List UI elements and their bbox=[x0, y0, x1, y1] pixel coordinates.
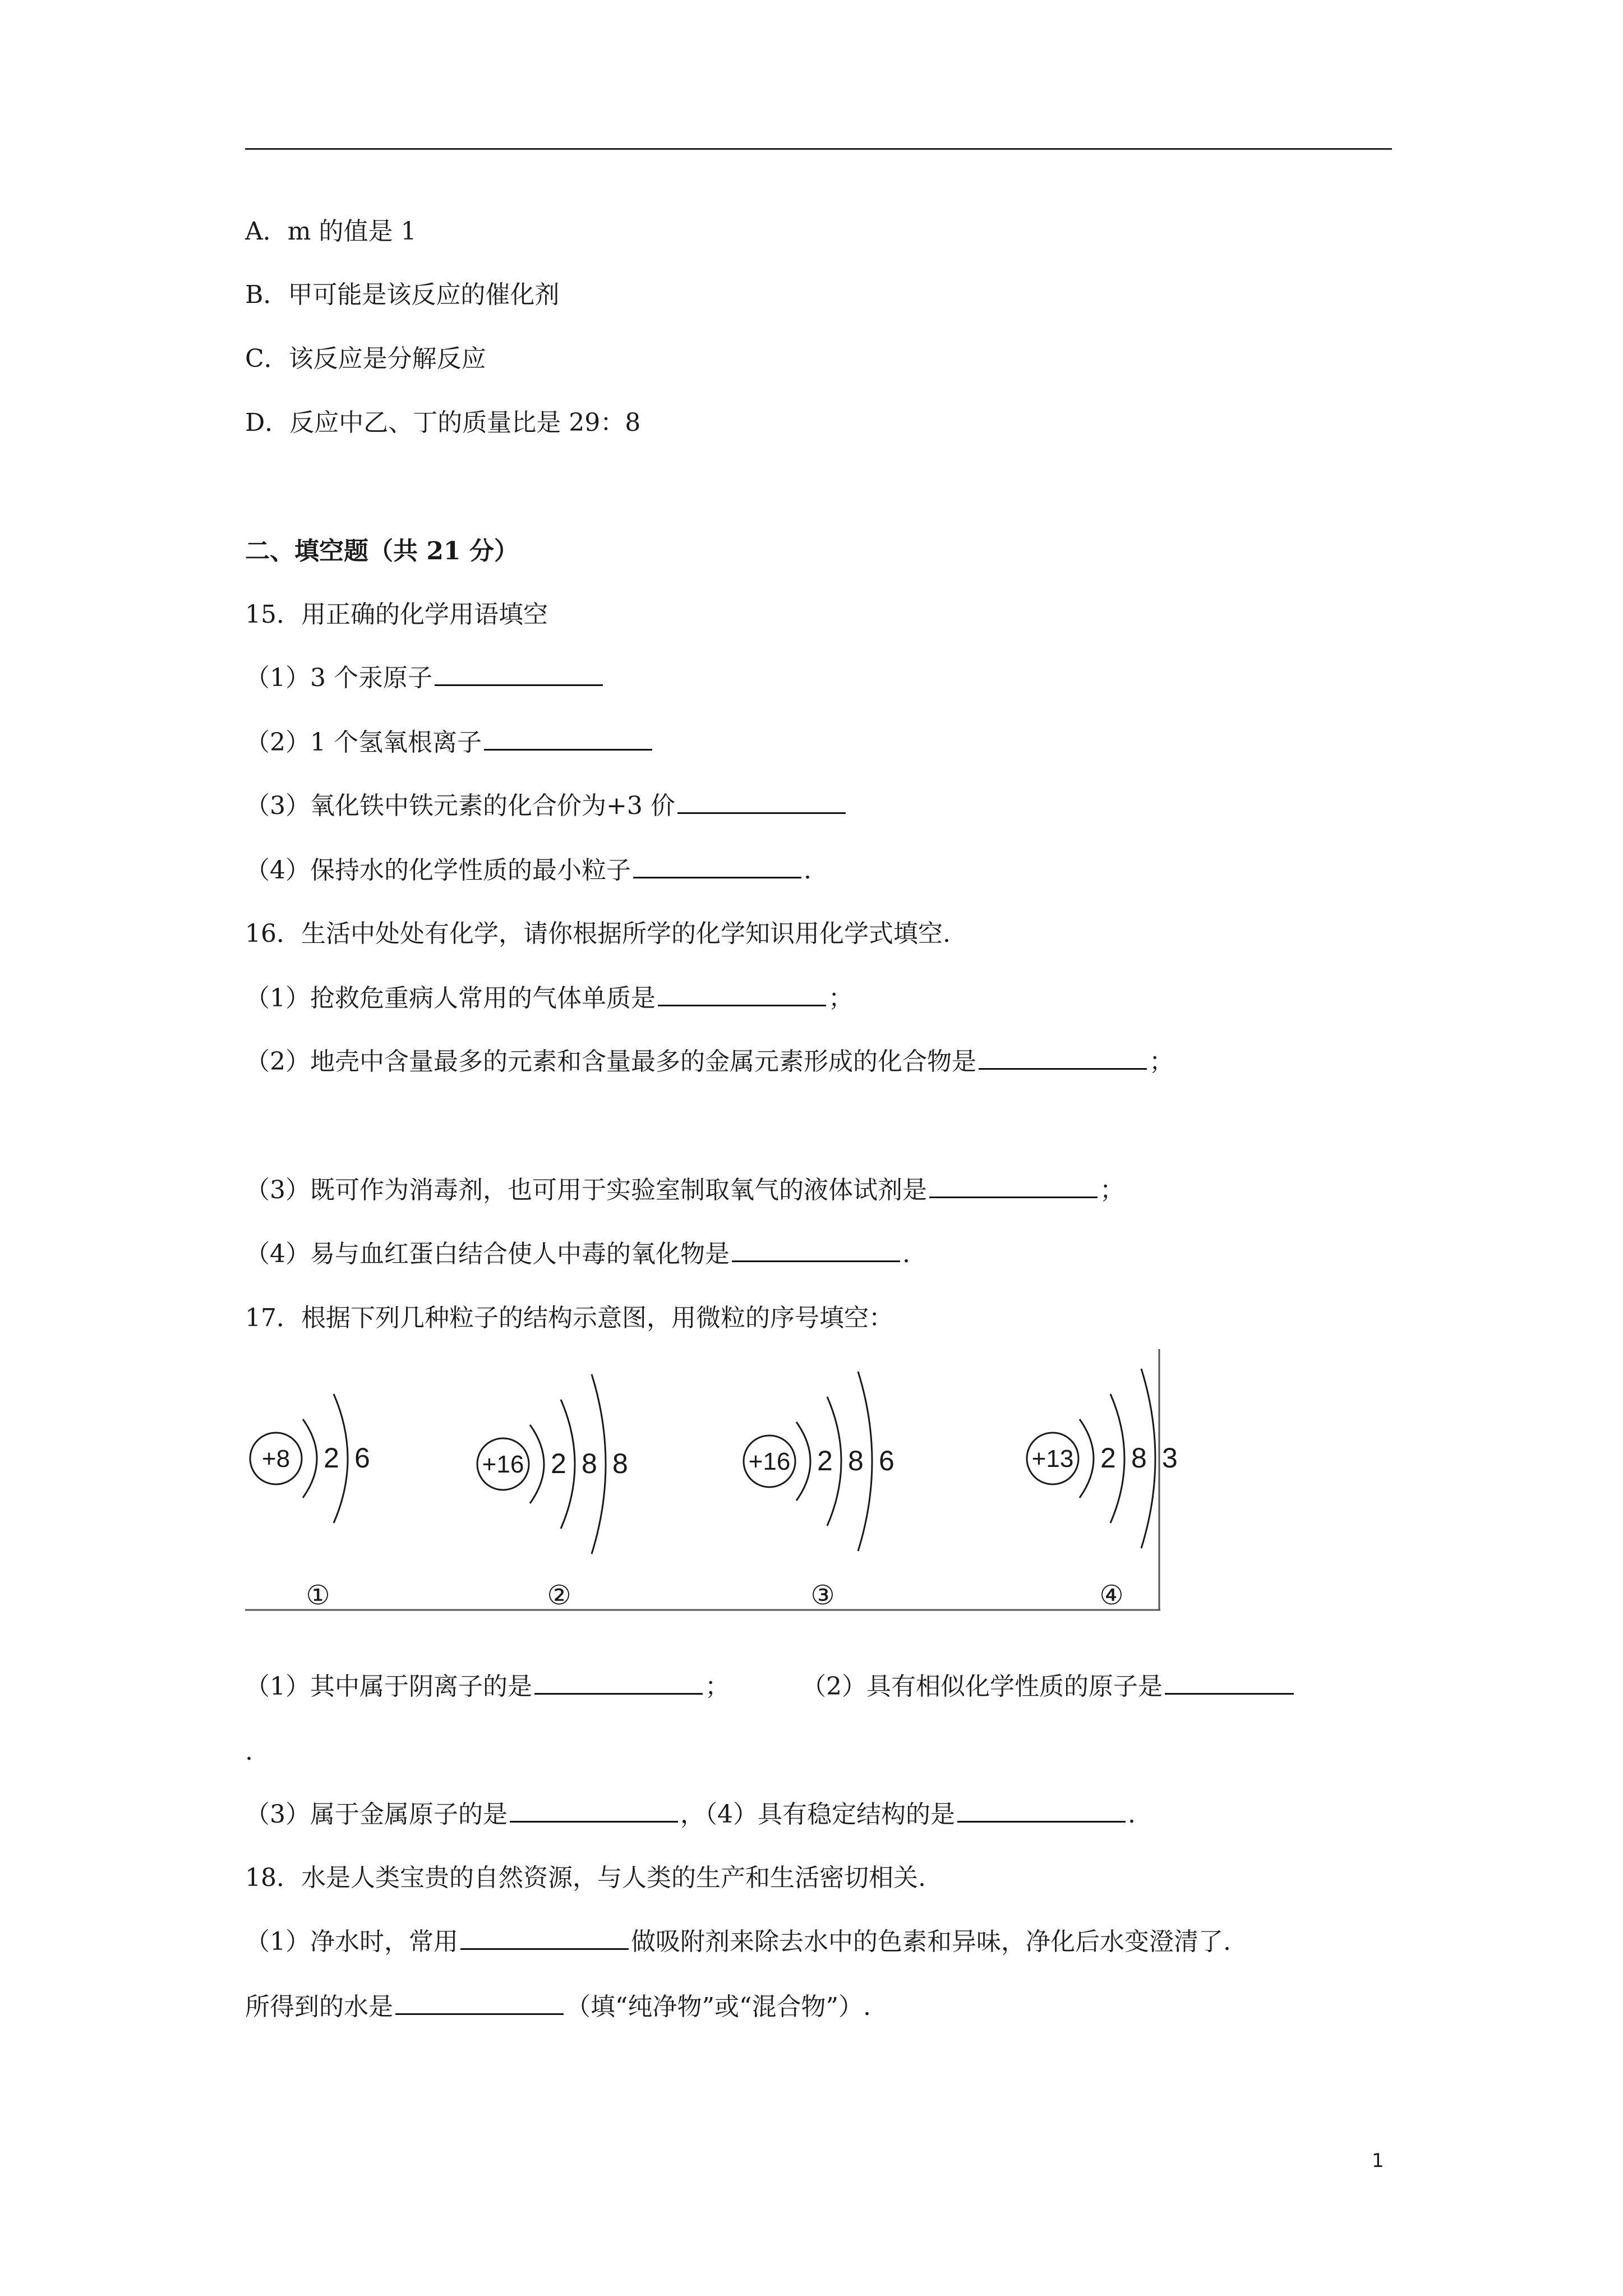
particle-structure-diagram bbox=[245, 1349, 1178, 1613]
q16-part1-text: （1）抢救危重病人常用的气体单质是 bbox=[245, 984, 656, 1013]
shell-electron-count: 8 bbox=[1131, 1442, 1147, 1474]
electron-shell-arc bbox=[303, 1419, 317, 1498]
q17-part4-end: . bbox=[1128, 1800, 1136, 1829]
q16-part4 bbox=[245, 1237, 910, 1271]
shell-electron-count: 6 bbox=[879, 1445, 895, 1476]
particle-label: ③ bbox=[810, 1581, 835, 1611]
shell-electron-count: 6 bbox=[354, 1442, 370, 1474]
nucleus-charge: +16 bbox=[748, 1448, 791, 1475]
q16-part1 bbox=[245, 982, 853, 1015]
particle-4 bbox=[1027, 1369, 1178, 1611]
q17-part1 bbox=[245, 1670, 1296, 1704]
answer-blank[interactable] bbox=[957, 1798, 1126, 1823]
particle-label: ① bbox=[306, 1581, 330, 1611]
particle-2 bbox=[477, 1374, 628, 1611]
answer-blank[interactable] bbox=[658, 982, 826, 1006]
q17-part1-text: （1）其中属于阴离子的是 bbox=[245, 1672, 532, 1701]
answer-blank[interactable] bbox=[395, 1991, 564, 2015]
q17-part2-end: . bbox=[245, 1737, 253, 1766]
q16-part4-text: （4）易与血红蛋白结合使人中毒的氧化物是 bbox=[245, 1240, 730, 1268]
answer-blank[interactable] bbox=[1165, 1671, 1294, 1695]
shell-electron-count: 8 bbox=[582, 1448, 597, 1479]
page-number: 1 bbox=[1372, 2150, 1384, 2172]
shell-electron-count: 8 bbox=[612, 1448, 628, 1479]
q15-part1-text: （1）3 个汞原子 bbox=[245, 664, 432, 692]
q16-part1-end: ； bbox=[828, 984, 853, 1013]
shell-electron-count: 2 bbox=[551, 1448, 566, 1479]
q18-part1-mid: 做吸附剂来除去水中的色素和异味，净化后水变澄清了. bbox=[631, 1927, 1231, 1956]
q17-part1-end: ； bbox=[705, 1672, 730, 1701]
q17-part4-text: ，（4）具有稳定结构的是 bbox=[680, 1800, 955, 1829]
q16-part3-end: ； bbox=[1100, 1176, 1124, 1204]
particle-label: ② bbox=[547, 1581, 571, 1611]
shell-electron-count: 2 bbox=[817, 1445, 833, 1476]
answer-blank[interactable] bbox=[677, 790, 846, 814]
q15-part4-end: . bbox=[804, 856, 811, 885]
shell-electron-count: 2 bbox=[324, 1442, 339, 1474]
q17-part2-text: （2）具有相似化学性质的原子是 bbox=[814, 1672, 1163, 1701]
option-b: B．甲可能是该反应的催化剂 bbox=[245, 280, 560, 309]
answer-blank[interactable] bbox=[732, 1238, 900, 1262]
answer-blank[interactable] bbox=[460, 1926, 629, 1950]
option-a: A．m 的值是 1 bbox=[245, 217, 417, 246]
q16-part2-end: ； bbox=[1149, 1047, 1174, 1076]
q17-part3-text: （3）属于金属原子的是 bbox=[245, 1800, 508, 1829]
answer-blank[interactable] bbox=[929, 1174, 1098, 1198]
answer-blank[interactable] bbox=[510, 1798, 678, 1823]
q17-part3 bbox=[245, 1798, 1136, 1832]
shell-electron-count: 2 bbox=[1100, 1442, 1116, 1474]
q15-part3 bbox=[245, 789, 848, 823]
option-d: D．反应中乙、丁的质量比是 29：8 bbox=[245, 408, 641, 437]
q15-part2-text: （2）1 个氢氧根离子 bbox=[245, 728, 482, 757]
section-title: 二、填空题（共 21 分） bbox=[245, 537, 519, 565]
q16-part4-end: . bbox=[902, 1240, 910, 1268]
q16-stem: 16．生活中处处有化学，请你根据所学的化学知识用化学式填空. bbox=[245, 919, 951, 948]
q18-part1b-text: 所得到的水是 bbox=[245, 1993, 393, 2021]
q18-part1 bbox=[245, 1925, 1231, 1959]
q15-stem: 15．用正确的化学用语填空 bbox=[245, 600, 548, 629]
nucleus-charge: +8 bbox=[261, 1445, 291, 1473]
particle-1 bbox=[250, 1394, 370, 1611]
electron-shell-arc bbox=[1080, 1419, 1094, 1498]
q15-part2 bbox=[245, 726, 654, 760]
q15-part4-text: （4）保持水的化学性质的最小粒子 bbox=[245, 856, 631, 885]
header-rule bbox=[245, 148, 1392, 150]
nucleus-charge: +16 bbox=[482, 1451, 524, 1478]
q16-part2 bbox=[245, 1045, 1174, 1079]
electron-shell-arc bbox=[530, 1425, 544, 1503]
option-c: C．该反应是分解反应 bbox=[245, 344, 486, 373]
q18-part1-cont bbox=[245, 1990, 871, 2024]
shell-electron-count: 8 bbox=[848, 1445, 864, 1476]
q16-part3 bbox=[245, 1174, 1124, 1207]
q15-part1 bbox=[245, 661, 605, 695]
answer-blank[interactable] bbox=[633, 854, 801, 878]
particle-label: ④ bbox=[1099, 1581, 1124, 1611]
q17-stem: 17．根据下列几种粒子的结构示意图，用微粒的序号填空： bbox=[245, 1304, 893, 1332]
shell-electron-count: 3 bbox=[1162, 1442, 1178, 1474]
answer-blank[interactable] bbox=[435, 662, 603, 686]
particle-3 bbox=[744, 1372, 895, 1611]
electron-shell-arc bbox=[796, 1422, 810, 1501]
q18-stem: 18．水是人类宝贵的自然资源，与人类的生产和生活密切相关. bbox=[245, 1864, 926, 1892]
nucleus-charge: +13 bbox=[1031, 1445, 1074, 1473]
answer-blank[interactable] bbox=[534, 1671, 703, 1695]
q16-part2-text: （2）地壳中含量最多的元素和含量最多的金属元素形成的化合物是 bbox=[245, 1047, 976, 1076]
answer-blank[interactable] bbox=[979, 1046, 1147, 1070]
q18-part1b-end: （填“纯净物”或“混合物”）. bbox=[566, 1993, 871, 2021]
q15-part4 bbox=[245, 854, 811, 887]
q18-part1-text: （1）净水时，常用 bbox=[245, 1927, 458, 1956]
answer-blank[interactable] bbox=[484, 726, 652, 751]
q15-part3-text: （3）氧化铁中铁元素的化合价为+3 价 bbox=[245, 792, 675, 820]
q16-part3-text: （3）既可作为消毒剂，也可用于实验室制取氧气的液体试剂是 bbox=[245, 1176, 927, 1204]
